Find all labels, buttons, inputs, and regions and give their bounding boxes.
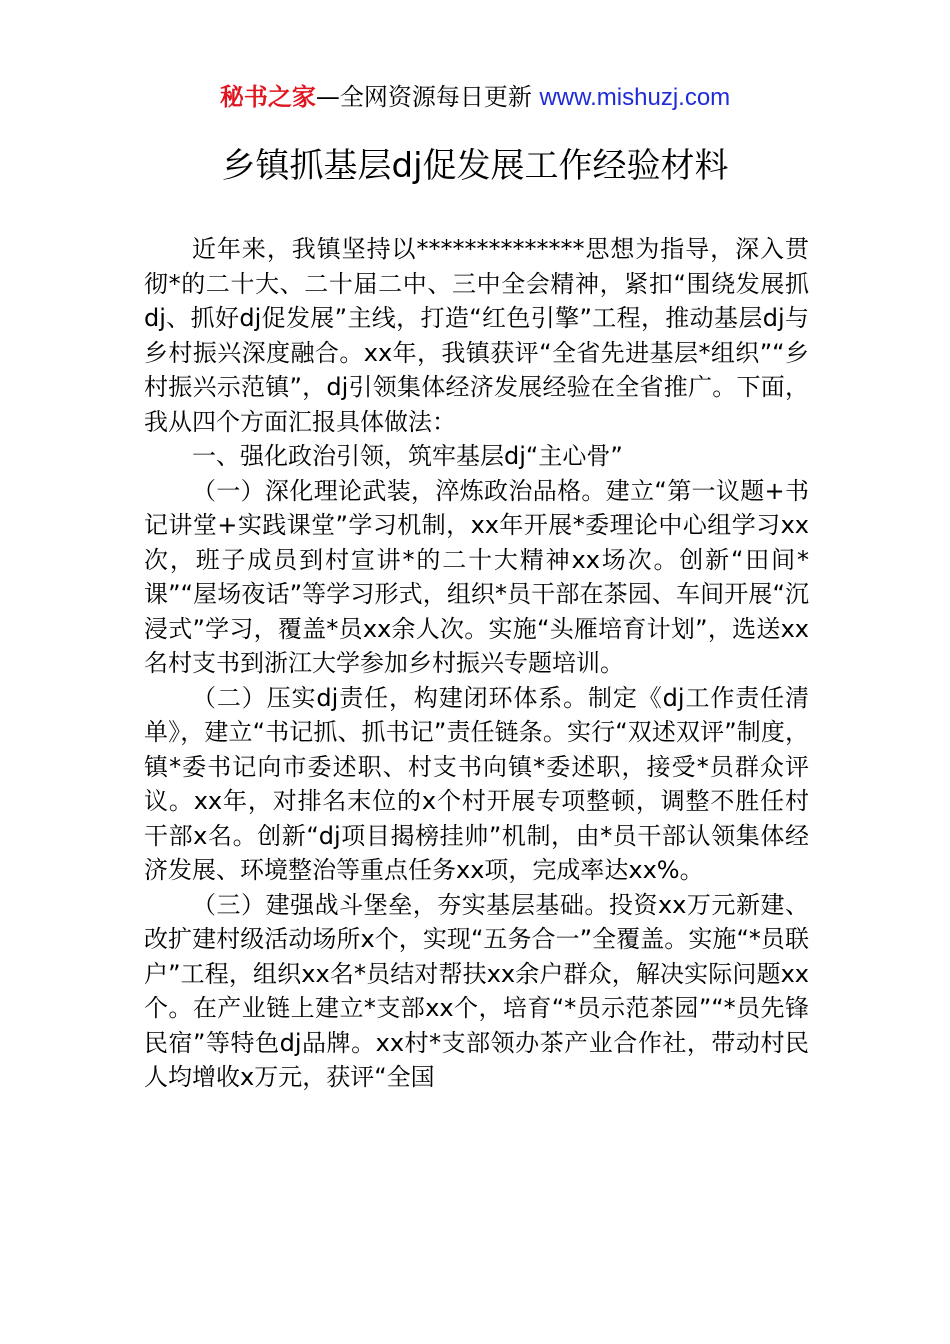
brand-name: 秘书之家 (219, 83, 316, 111)
section-heading: 一、强化政治引领，筑牢基层dj“主心骨” (192, 442, 623, 470)
body-paragraph: （二）压实dj责任，构建闭环体系。制定《dj工作责任清单》，建立“书记抓、抓书记”责任链条。实行“双述双评”制度，镇*委书记向市委述职、村支书向镇*委述职，接受*员群众评议。xx年，对排名末位的x个村开展专项整顿，调整不胜任村干部x名。创新“dj项目揭榜挂帅”机制，由*员干部认领集体经济发展、环境整治等重点任务xx项，完成率达xx%。 (144, 683, 809, 884)
header-tagline: —全网资源每日更新 (315, 83, 540, 111)
document-body (144, 232, 809, 1095)
body-paragraph: （三）建强战斗堡垒，夯实基层基础。投资xx万元新建、改扩建村级活动场所x个，实现“五务合一”全覆盖。实施“*员联户”工程，组织xx名*员结对帮扶xx余户群众，解决实际问题xx个。在产业链上建立*支部xx个，培育“*员示范茶园”“*员先锋民宿”等特色dj品牌。xx村*支部领办茶产业合作社，带动村民人均增收x万元，获评“全国 (144, 890, 809, 1091)
document-title: 乡镇抓基层dj促发展工作经验材料 (221, 146, 729, 186)
site-url-link[interactable]: www.mishuzj.com (539, 84, 731, 111)
body-paragraph: （一）深化理论武装，淬炼政治品格。建立“第一议题+书记讲堂+实践课堂”学习机制，xx年开展*委理论中心组学习xx次，班子成员到村宣讲*的二十大精神xx场次。创新“田间*课”“屋场夜话”等学习形式，组织*员干部在茶园、车间开展“沉浸式”学习，覆盖*员xx余人次。实施“头雁培育计划”，选送xx名村支书到浙江大学参加乡村振兴专题培训。 (144, 476, 809, 677)
site-header (0, 80, 950, 115)
intro-paragraph: 近年来，我镇坚持以**************思想为指导，深入贯彻*的二十大、二十届二中、三中全会精神，紧扣“围绕发展抓dj、抓好dj促发展”主线，打造“红色引擎”工程，推动基层dj与乡村振兴深度融合。xx年，我镇获评“全省先进基层*组织”“乡村振兴示范镇”，dj引领集体经济发展经验在全省推广。下面，我从四个方面汇报具体做法： (144, 235, 809, 436)
